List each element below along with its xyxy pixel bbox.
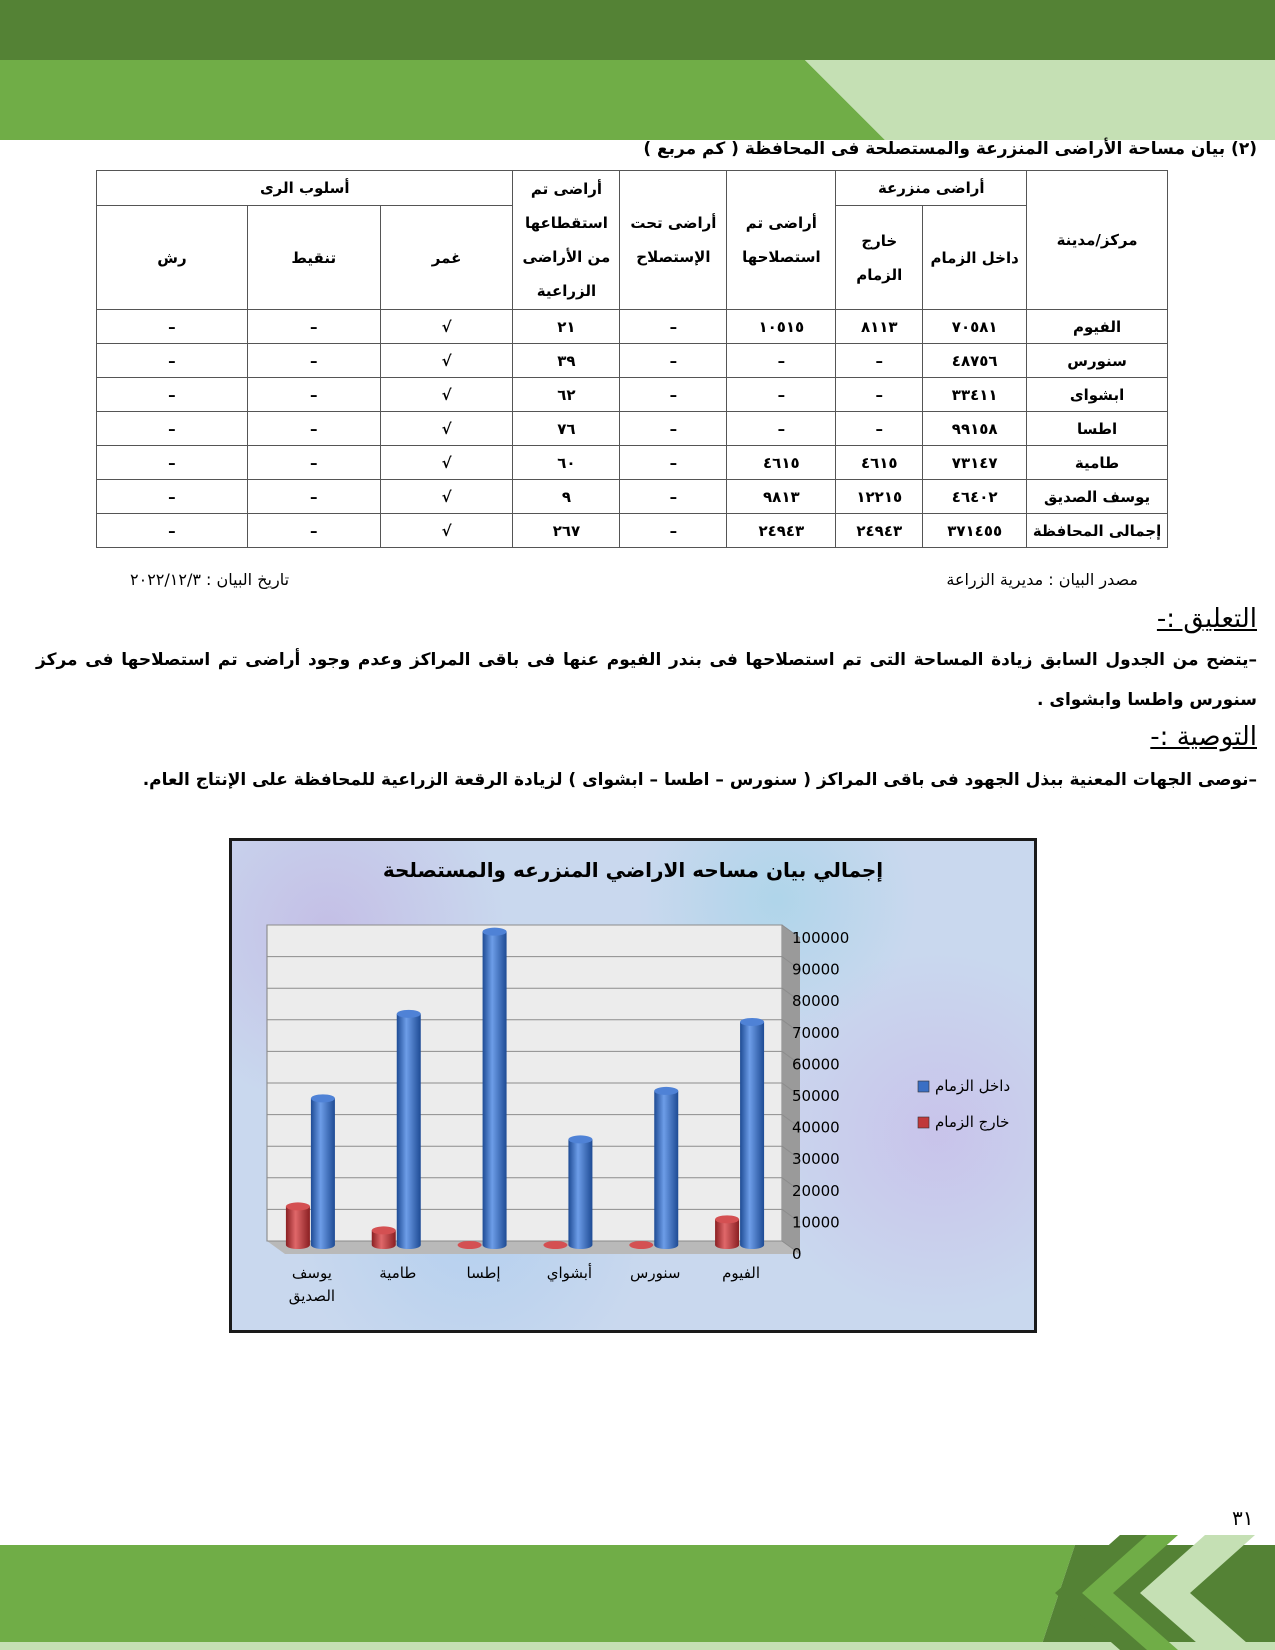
bar-outside-zone (715, 1215, 739, 1249)
x-tick-label: يوسف (291, 1264, 332, 1282)
cell-center: طامية (1027, 446, 1168, 480)
page-number: ٣١ (1232, 1506, 1254, 1530)
header-flood: غمر (380, 206, 513, 310)
legend-label: داخل الزمام (935, 1077, 1011, 1095)
y-tick-label: 50000 (792, 1087, 840, 1105)
cell-deducted: ٩ (513, 480, 620, 514)
cell-drip: – (247, 412, 380, 446)
cell-flood: √ (380, 446, 513, 480)
table-row (97, 412, 1168, 446)
header-cultivated: أراضى منزرعة (836, 171, 1027, 206)
cell-deducted: ٢٦٧ (513, 514, 620, 548)
cell-sprinkler: – (97, 310, 248, 344)
bar-outside-zone (458, 1241, 482, 1249)
cell-outside: ٨١١٣ (836, 310, 923, 344)
cell-sprinkler: – (97, 446, 248, 480)
cell-center: إجمالى المحافظة (1027, 514, 1168, 548)
cell-sprinkler: – (97, 378, 248, 412)
cell-deducted: ٣٩ (513, 344, 620, 378)
cell-sprinkler: – (97, 480, 248, 514)
data-source: مصدر البيان : مديرية الزراعة (946, 570, 1138, 589)
cell-under: – (620, 446, 727, 480)
header-center: مركز/مدينة (1027, 171, 1168, 310)
table-row (97, 310, 1168, 344)
cell-reclaimed: – (727, 378, 836, 412)
header-inside: داخل الزمام (923, 206, 1027, 310)
cell-deducted: ٦٢ (513, 378, 620, 412)
header-irrigation: أسلوب الرى (97, 171, 513, 206)
x-tick-label: أبشواي (546, 1264, 593, 1282)
cell-reclaimed: ١٠٥١٥ (727, 310, 836, 344)
x-tick-label: الصديق (288, 1287, 336, 1305)
bar-inside-zone (397, 1010, 421, 1249)
bar-outside-zone (286, 1202, 310, 1249)
bar-inside-zone (654, 1087, 678, 1249)
recommendation-heading: التوصية :- (1150, 722, 1257, 752)
cell-under: – (620, 310, 727, 344)
x-tick-label: إطسا (466, 1264, 501, 1282)
comment-text: –يتضح من الجدول السابق زيادة المساحة التى تم استصلاحها فى بندر الفيوم عنها فى باقى المراكز وعدم وجود أراضى تم استصلاحها فى مركز سنورس واطسا وابشواى . (36, 650, 1257, 710)
land-area-table (96, 170, 1168, 548)
bar-inside-zone (311, 1094, 335, 1249)
cell-under: – (620, 514, 727, 548)
cell-reclaimed: – (727, 344, 836, 378)
cell-center: ابشواى (1027, 378, 1168, 412)
bar-outside-zone (629, 1241, 653, 1249)
cell-outside: – (836, 378, 923, 412)
cell-inside: ٣٣٤١١ (923, 378, 1027, 412)
x-tick-label: سنورس (630, 1264, 681, 1282)
cell-outside: ٤٦١٥ (836, 446, 923, 480)
y-tick-label: 40000 (792, 1118, 840, 1137)
cell-flood: √ (380, 480, 513, 514)
header-outside: خارج الزمام (836, 206, 923, 310)
cell-drip: – (247, 310, 380, 344)
cell-sprinkler: – (97, 412, 248, 446)
y-tick-label: 30000 (792, 1150, 840, 1169)
table-row (97, 514, 1168, 548)
y-tick-label: 0 (792, 1245, 802, 1263)
legend-swatch (918, 1117, 929, 1128)
cell-center: الفيوم (1027, 310, 1168, 344)
bar-inside-zone (483, 928, 507, 1249)
cell-drip: – (247, 378, 380, 412)
cell-inside: ٧٣١٤٧ (923, 446, 1027, 480)
bar-inside-zone (568, 1135, 592, 1249)
table-body (97, 310, 1168, 548)
cell-outside: ٢٤٩٤٣ (836, 514, 923, 548)
cell-deducted: ٧٦ (513, 412, 620, 446)
cell-under: – (620, 378, 727, 412)
legend-swatch (918, 1081, 929, 1092)
cell-deducted: ٢١ (513, 310, 620, 344)
cell-outside: – (836, 344, 923, 378)
cell-deducted: ٦٠ (513, 446, 620, 480)
y-tick-label: 20000 (792, 1181, 840, 1200)
bar-chart (232, 841, 1034, 1330)
table-row (97, 378, 1168, 412)
cell-inside: ٣٧١٤٥٥ (923, 514, 1027, 548)
cell-flood: √ (380, 344, 513, 378)
cell-reclaimed: ٤٦١٥ (727, 446, 836, 480)
cell-flood: √ (380, 310, 513, 344)
cell-inside: ٩٩١٥٨ (923, 412, 1027, 446)
cell-under: – (620, 344, 727, 378)
chart-title: إجمالي بيان مساحه الاراضي المنزرعه والمستصلحة (382, 858, 884, 882)
bar-inside-zone (740, 1018, 764, 1249)
x-tick-label: طامية (379, 1264, 417, 1282)
y-tick-label: 70000 (792, 1023, 840, 1042)
cell-drip: – (247, 446, 380, 480)
bar-outside-zone (372, 1226, 396, 1249)
cell-drip: – (247, 480, 380, 514)
data-date: تاريخ البيان : ٢٠٢٢/١٢/٣ (130, 570, 290, 589)
footer-banner (0, 1505, 1275, 1650)
cell-center: اطسا (1027, 412, 1168, 446)
cell-under: – (620, 412, 727, 446)
cell-inside: ٤٦٤٠٢ (923, 480, 1027, 514)
y-tick-label: 10000 (792, 1213, 840, 1232)
cell-sprinkler: – (97, 344, 248, 378)
header-banner (0, 0, 1275, 140)
cell-inside: ٤٨٧٥٦ (923, 344, 1027, 378)
header-drip: تنقيط (247, 206, 380, 310)
recommendation-text: –نوصى الجهات المعنية ببذل الجهود فى باقى المراكز ( سنورس – اطسا – ابشواى ) لزيادة الرقعة الزراعية للمحافظة على الإنتاج العام. (142, 770, 1257, 790)
cell-outside: – (836, 412, 923, 446)
header-reclaimed: أراضى تم استصلاحها (727, 171, 836, 310)
cell-reclaimed: – (727, 412, 836, 446)
y-tick-label: 90000 (792, 960, 840, 979)
cell-flood: √ (380, 514, 513, 548)
table-row (97, 344, 1168, 378)
y-tick-label: 100000 (792, 929, 850, 947)
cell-flood: √ (380, 378, 513, 412)
cell-outside: ١٢٢١٥ (836, 480, 923, 514)
table-title: (٢) بيان مساحة الأراضى المنزرعة والمستصلحة فى المحافظة ( كم مربع ) (643, 139, 1257, 159)
y-tick-label: 60000 (792, 1055, 840, 1074)
cell-reclaimed: ٢٤٩٤٣ (727, 514, 836, 548)
cell-center: سنورس (1027, 344, 1168, 378)
header-under-reclamation: أراضى تحت الإستصلاح (620, 171, 727, 310)
header-deducted: أراضى تم استقطاعها من الأراضى الزراعية (513, 171, 620, 310)
cell-reclaimed: ٩٨١٣ (727, 480, 836, 514)
cell-drip: – (247, 514, 380, 548)
cell-under: – (620, 480, 727, 514)
bar-outside-zone (543, 1241, 567, 1249)
comment-heading: التعليق :- (1156, 604, 1257, 634)
y-tick-label: 80000 (792, 992, 840, 1011)
cell-sprinkler: – (97, 514, 248, 548)
table-row (97, 446, 1168, 480)
chart-container (229, 838, 1037, 1333)
cell-flood: √ (380, 412, 513, 446)
legend-label: خارج الزمام (935, 1113, 1010, 1131)
table-row (97, 480, 1168, 514)
header-sprinkler: رش (97, 206, 248, 310)
cell-inside: ٧٠٥٨١ (923, 310, 1027, 344)
x-tick-label: الفيوم (722, 1264, 761, 1282)
cell-drip: – (247, 344, 380, 378)
cell-center: يوسف الصديق (1027, 480, 1168, 514)
